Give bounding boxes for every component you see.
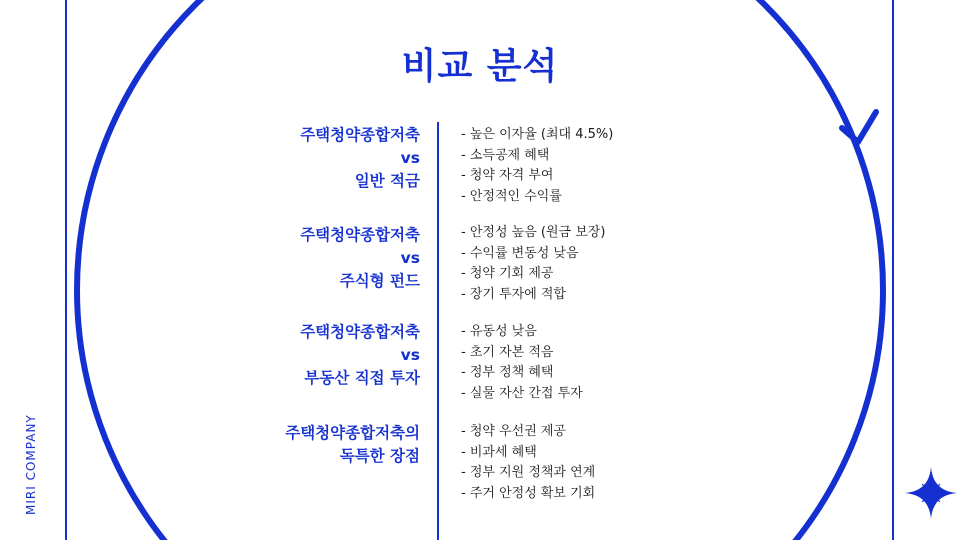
list-item: - 수익률 변동성 낮음 [461,245,579,261]
comparison-1-label [300,124,420,193]
list-item: - 안정적인 수익률 [461,188,562,204]
comparison-2-points [461,223,605,305]
comparison-3-target: 부동산 직접 투자 [304,369,420,387]
list-item: - 유동성 낮음 [461,324,537,339]
comparison-1-product: 주택청약종합저축 [300,126,420,144]
list-item: - 비과세 혜택 [461,444,537,460]
comparison-2-vs: vs [400,249,420,267]
list-item: - 높은 이자율 (최대 4.5%) [461,127,614,142]
list-item: - 정부 정책 혜택 [461,365,554,380]
list-item: - 장기 투자에 적합 [461,286,566,302]
list-item: - 초기 자본 적음 [461,344,554,360]
comparison-1-target: 일반 적금 [354,172,420,190]
comparison-4-product: 주택청약종합저축의 [285,424,420,442]
comparison-2-product: 주택청약종합저축 [300,226,420,244]
page-title: 비교 분석 [401,46,559,87]
comparison-2-label [300,224,420,293]
list-item: - 정부 지원 정책과 연계 [461,465,596,480]
list-item: - 소득공제 혜택 [461,147,550,163]
list-item: - 실물 자산 간접 투자 [461,385,583,401]
comparison-3-product: 주택청약종합저축 [300,323,420,341]
sparkle-star-icon [905,467,957,519]
list-item: - 주거 안정성 확보 기회 [461,485,596,501]
comparison-3-points [461,322,583,404]
comparison-1-points [461,125,613,207]
comparison-1-vs: vs [400,149,420,167]
comparison-3-label [300,321,420,390]
comparison-4-points [461,422,595,504]
list-item: - 안정성 높음 (원금 보장) [461,225,606,240]
comparison-2-target: 주식형 펀드 [339,272,420,290]
brand-label: MIRI COMPANY [24,414,38,515]
comparison-4-label [285,422,420,468]
list-item: - 청약 기회 제공 [461,266,554,281]
comparison-4-subtitle: 독특한 장점 [339,447,420,465]
comparison-3-vs: vs [400,346,420,364]
list-item: - 청약 자격 부여 [461,168,554,183]
list-item: - 청약 우선권 제공 [461,424,566,439]
